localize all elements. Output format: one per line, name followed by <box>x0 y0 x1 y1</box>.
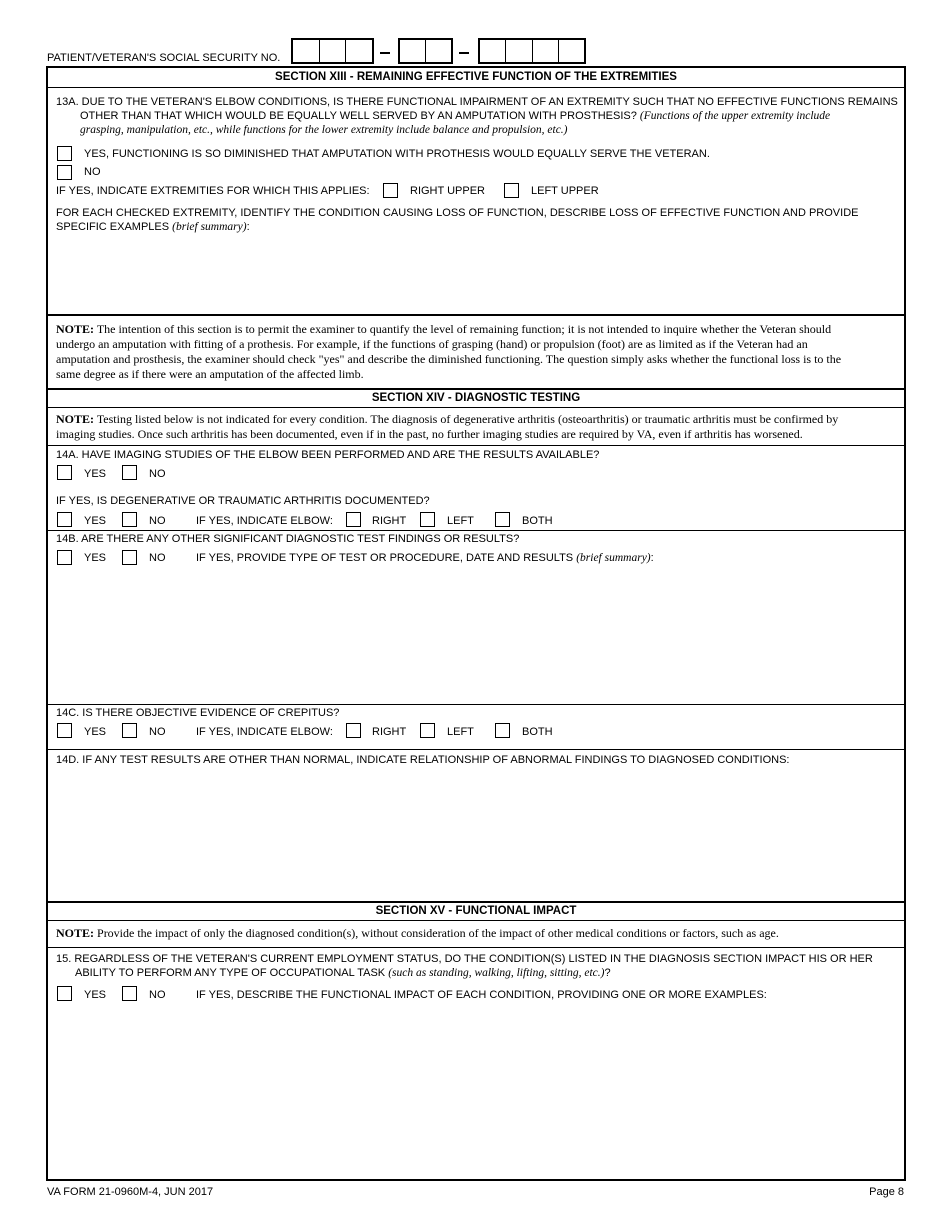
arthritis-right-label: RIGHT <box>372 515 407 527</box>
q14c-no-checkbox[interactable] <box>122 723 137 738</box>
crepitus-both-checkbox[interactable] <box>495 723 510 738</box>
q14a-text: 14A. HAVE IMAGING STUDIES OF THE ELBOW BEEN PERFORMED AND ARE THE RESULTS AVAILABLE? <box>56 449 600 461</box>
form-id: VA FORM 21-0960M-4, JUN 2017 <box>47 1186 214 1198</box>
arthritis-both-label: BOTH <box>522 515 553 527</box>
q13a-yes-checkbox[interactable] <box>57 146 72 161</box>
page-number: Page 8 <box>869 1186 904 1198</box>
section-14-title: SECTION XIV - DIAGNOSTIC TESTING <box>371 392 581 404</box>
ssn-field-part1[interactable] <box>291 38 374 64</box>
q15-yes-label: YES <box>84 989 107 1001</box>
arthritis-both-checkbox[interactable] <box>495 512 510 527</box>
left-upper-checkbox[interactable] <box>504 183 519 198</box>
q15-text-line2: ABILITY TO PERFORM ANY TYPE OF OCCUPATIONAL TASK (such as standing, walking, lifting, sitting, etc.)? <box>75 967 611 979</box>
section-15-note: NOTE: Provide the impact of only the diagnosed condition(s), without consideration of the impact of other medical conditions or factors, such as age. <box>56 926 779 940</box>
arthritis-left-checkbox[interactable] <box>420 512 435 527</box>
q13a-each-checked-line1: FOR EACH CHECKED EXTREMITY, IDENTIFY THE CONDITION CAUSING LOSS OF FUNCTION, DESCRIBE LOSS OF EFFECTIVE FUNCTION AND PROVIDE <box>56 207 859 219</box>
q13a-extremities-label: IF YES, INDICATE EXTREMITIES FOR WHICH THIS APPLIES: <box>56 185 370 197</box>
q14b-if-yes-text: IF YES, PROVIDE TYPE OF TEST OR PROCEDURE, DATE AND RESULTS (brief summary): <box>196 552 654 564</box>
arthritis-right-checkbox[interactable] <box>346 512 361 527</box>
q15-response-area[interactable] <box>56 1008 896 1173</box>
q14b-response-area[interactable] <box>56 570 896 700</box>
q14d-response-area[interactable] <box>56 770 896 898</box>
q14a-yes-checkbox[interactable] <box>57 465 72 480</box>
q14c-yes-label: YES <box>84 726 107 738</box>
q14c-yes-checkbox[interactable] <box>57 723 72 738</box>
q14a-arthritis-text: IF YES, IS DEGENERATIVE OR TRAUMATIC ARTHRITIS DOCUMENTED? <box>56 495 430 507</box>
section-15-title: SECTION XV - FUNCTIONAL IMPACT <box>375 905 577 917</box>
q14c-elbow-label: IF YES, INDICATE ELBOW: <box>196 726 333 738</box>
section-13-note: NOTE: The intention of this section is to permit the examiner to quantify the level of remaining function; it is not intended to inquire whether the Veteran should undergo an amputation with fitting of a prothesis. For example, if the functions of grasping (hand) or propulsion (foot) are as limited as if the Veteran had an amputation and prosthesis, the examiner should check "yes" and describe the diminished functioning. The question simply asks whether the functional loss is to the same degree as if there were an amputation of the affected limb. <box>56 322 842 381</box>
arthritis-yes-label: YES <box>84 515 107 527</box>
ssn-label: PATIENT/VETERAN'S SOCIAL SECURITY NO. <box>47 52 281 64</box>
arthritis-no-checkbox[interactable] <box>122 512 137 527</box>
q13a-text-line2: OTHER THAN THAT WHICH WOULD BE EQUALLY WELL SERVED BY AN AMPUTATION WITH PROSTHESIS? (Functions of the upper extremity include <box>80 110 831 122</box>
crepitus-right-checkbox[interactable] <box>346 723 361 738</box>
q14c-text: 14C. IS THERE OBJECTIVE EVIDENCE OF CREPITUS? <box>56 707 340 719</box>
q13a-response-area[interactable] <box>56 240 896 310</box>
q15-if-yes-text: IF YES, DESCRIBE THE FUNCTIONAL IMPACT OF EACH CONDITION, PROVIDING ONE OR MORE EXAMPLES: <box>196 989 767 1001</box>
q14b-text: 14B. ARE THERE ANY OTHER SIGNIFICANT DIAGNOSTIC TEST FINDINGS OR RESULTS? <box>56 533 520 545</box>
q14c-no-label: NO <box>149 726 166 738</box>
left-upper-label: LEFT UPPER <box>531 185 599 197</box>
arthritis-elbow-label: IF YES, INDICATE ELBOW: <box>196 515 333 527</box>
arthritis-no-label: NO <box>149 515 166 527</box>
q15-no-label: NO <box>149 989 166 1001</box>
crepitus-left-label: LEFT <box>447 726 474 738</box>
right-upper-checkbox[interactable] <box>383 183 398 198</box>
ssn-dash <box>380 52 390 54</box>
q14b-no-label: NO <box>149 552 166 564</box>
q14b-yes-label: YES <box>84 552 107 564</box>
q15-text-line1: 15. REGARDLESS OF THE VETERAN'S CURRENT EMPLOYMENT STATUS, DO THE CONDITION(S) LISTED IN THE DIAGNOSIS SECTION IMPACT HIS OR HER <box>56 953 873 965</box>
q13a-each-checked-line2: SPECIFIC EXAMPLES (brief summary): <box>56 221 250 233</box>
section-13-title: SECTION XIII - REMAINING EFFECTIVE FUNCTION OF THE EXTREMITIES <box>275 71 677 83</box>
q13a-yes-label: YES, FUNCTIONING IS SO DIMINISHED THAT AMPUTATION WITH PROTHESIS WOULD EQUALLY SERVE THE VETERAN. <box>84 148 710 160</box>
q15-yes-checkbox[interactable] <box>57 986 72 1001</box>
q14d-text: 14D. IF ANY TEST RESULTS ARE OTHER THAN NORMAL, INDICATE RELATIONSHIP OF ABNORMAL FINDINGS TO DIAGNOSED CONDITIONS: <box>56 754 790 766</box>
q13a-text-line3: grasping, manipulation, etc., while functions for the lower extremity include balance and propulsion, etc.) <box>80 124 568 136</box>
q13a-no-checkbox[interactable] <box>57 165 72 180</box>
ssn-dash <box>459 52 469 54</box>
q15-no-checkbox[interactable] <box>122 986 137 1001</box>
q14b-no-checkbox[interactable] <box>122 550 137 565</box>
q14b-yes-checkbox[interactable] <box>57 550 72 565</box>
crepitus-right-label: RIGHT <box>372 726 407 738</box>
q13a-no-label: NO <box>84 166 101 178</box>
section-14-note: NOTE: Testing listed below is not indicated for every condition. The diagnosis of degenerative arthritis (osteoarthritis) or traumatic arthritis must be confirmed by imaging studies. Once such arthritis has been documented, even if in the past, no further imaging studies are required by VA, even if arthritis has worsened. <box>56 412 839 441</box>
arthritis-yes-checkbox[interactable] <box>57 512 72 527</box>
q14a-yes-label: YES <box>84 468 107 480</box>
q14a-no-checkbox[interactable] <box>122 465 137 480</box>
ssn-field-part3[interactable] <box>478 38 586 64</box>
arthritis-left-label: LEFT <box>447 515 474 527</box>
right-upper-label: RIGHT UPPER <box>410 185 485 197</box>
q13a-text-line1: 13A. DUE TO THE VETERAN'S ELBOW CONDITIONS, IS THERE FUNCTIONAL IMPAIRMENT OF AN EXTREMITY SUCH THAT NO EFFECTIVE FUNCTIONS REMAINS <box>56 96 898 108</box>
ssn-field-part2[interactable] <box>398 38 453 64</box>
q14a-no-label: NO <box>149 468 166 480</box>
crepitus-both-label: BOTH <box>522 726 553 738</box>
crepitus-left-checkbox[interactable] <box>420 723 435 738</box>
